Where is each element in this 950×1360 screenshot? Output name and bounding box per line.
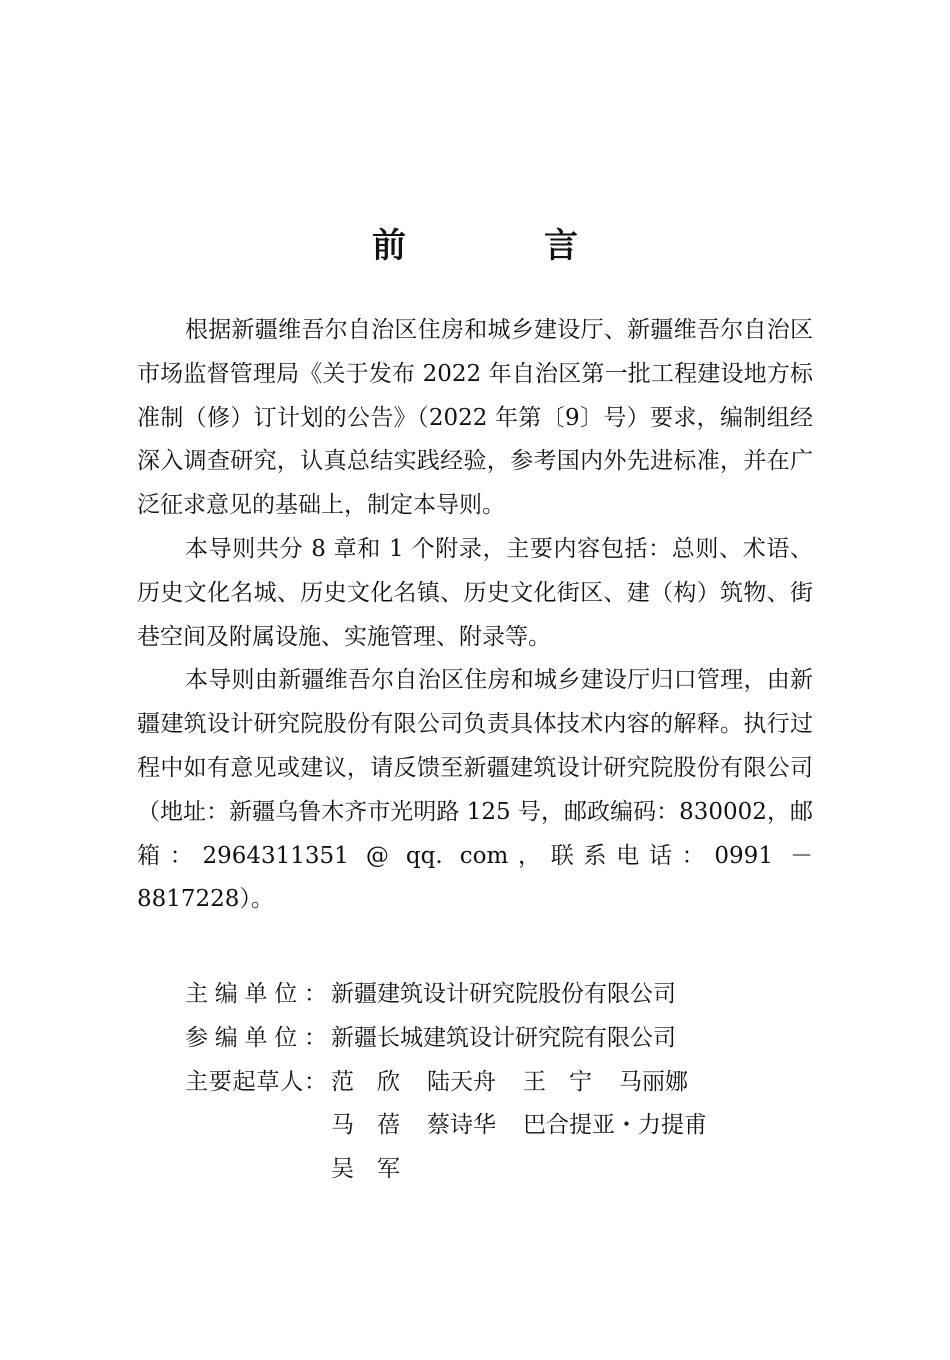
drafter-name: 吴 军 (331, 1156, 400, 1183)
drafter-name: 范 欣 (331, 1068, 400, 1095)
credits-block (185, 973, 733, 1192)
drafters-list (331, 1061, 733, 1192)
page-title: 前 言 (372, 226, 630, 266)
participating-unit-row (185, 1017, 733, 1061)
drafter-name: 巴合提亚・力提甫 (523, 1112, 707, 1139)
drafter-name: 王 宁 (523, 1068, 592, 1095)
drafters-line-3 (331, 1148, 733, 1192)
drafters-label: 主要起草人： (185, 1068, 327, 1095)
drafters-row (185, 1061, 733, 1192)
drafters-line-1 (331, 1061, 733, 1105)
participating-unit: 新疆长城建筑设计研究院有限公司 (331, 1024, 676, 1051)
chief-editor-unit: 新疆建筑设计研究院股份有限公司 (331, 981, 676, 1007)
preface-body (137, 309, 813, 922)
drafter-name: 马丽娜 (619, 1068, 688, 1095)
drafters-line-2 (331, 1104, 733, 1148)
drafter-name: 陆天舟 (427, 1068, 496, 1095)
drafter-name: 马 蓓 (331, 1112, 400, 1139)
preface-paragraph-3: 本导则由新疆维吾尔自治区住房和城乡建设厅归口管理，由新疆建筑设计研究院股份有限公司负责具体技术内容的解释。执行过程中如有意见或建议，请反馈至新疆建筑设计研究院股份有限公司（地址：新疆乌鲁木齐市光明路 125 号，邮政编码：830002，邮箱：2964311351 @ qq. com，联系电话：0991 －8817228）。 (137, 667, 813, 913)
preface-paragraph-1: 根据新疆维吾尔自治区住房和城乡建设厅、新疆维吾尔自治区市场监督管理局《关于发布 2022 年自治区第一批工程建设地方标准制（修）订计划的公告》（2022 年第〔9〕号）要求，编制组经深入调查研究，认真总结实践经验，参考国内外先进标准，并在广泛征求意见的基础上，制定本导则。 (137, 317, 813, 519)
chief-editor-label: 主编单位： (185, 981, 327, 1007)
participating-unit-label: 参编单位： (185, 1024, 327, 1051)
drafter-name: 蔡诗华 (427, 1112, 496, 1139)
preface-paragraph-2: 本导则共分 8 章和 1 个附录，主要内容包括：总则、术语、历史文化名城、历史文化名镇、历史文化街区、建（构）筑物、街巷空间及附属设施、实施管理、附录等。 (137, 535, 813, 650)
chief-editor-row (185, 973, 733, 1017)
